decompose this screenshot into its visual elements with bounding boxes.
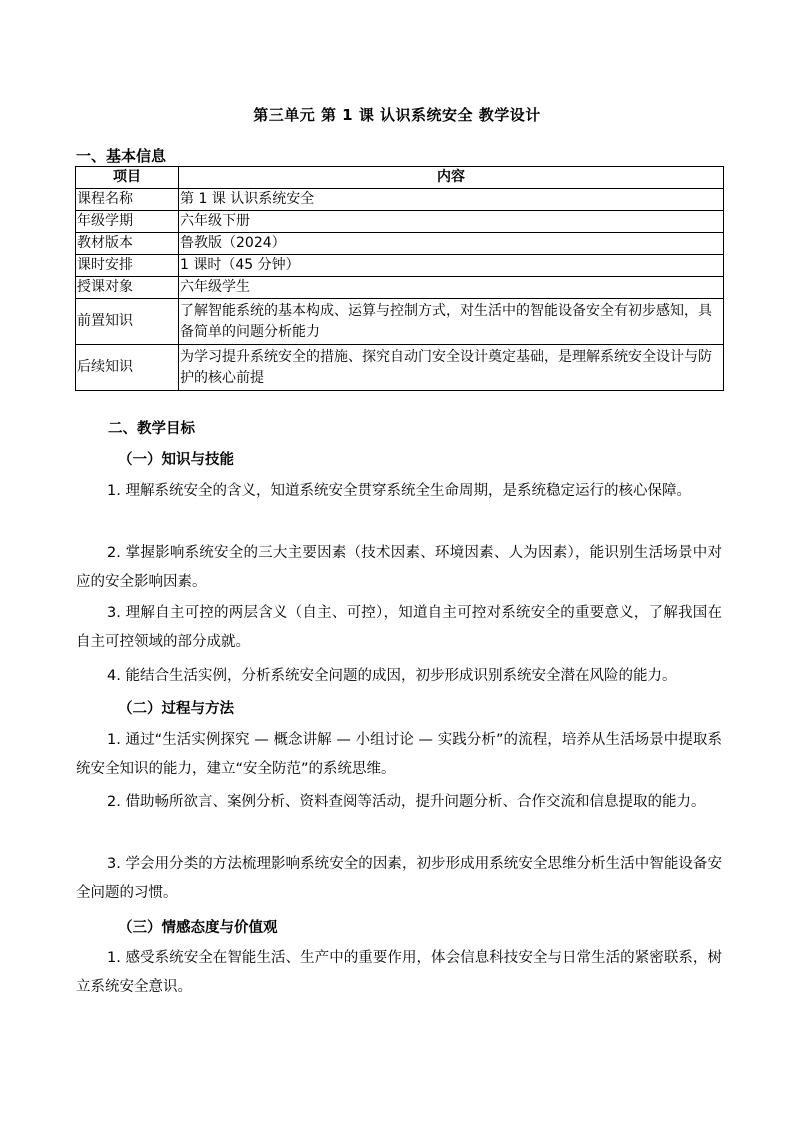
table-row: [76, 211, 724, 233]
subsection-knowledge-skills-heading: （一）知识与技能: [118, 452, 234, 468]
table-cell-key: 前置知识: [76, 299, 179, 345]
table-cell-value: 六年级学生: [179, 277, 724, 299]
table-row: [76, 277, 724, 299]
section-basic-info-heading: 一、基本信息: [76, 147, 167, 165]
table-row: [76, 299, 724, 345]
table-row: [76, 189, 724, 211]
table-row: [76, 255, 724, 277]
table-cell-value: 为学习提升系统安全的措施、探究自动门安全设计奠定基础，是理解系统安全设计与防护的核心前提: [179, 345, 724, 391]
paragraph: 4. 能结合生活实例，分析系统安全问题的成因，初步形成识别系统安全潜在风险的能力。: [107, 668, 677, 684]
table-cell-value: 了解智能系统的基本构成、运算与控制方式，对生活中的智能设备安全有初步感知，具备简单的问题分析能力: [179, 299, 724, 345]
paragraph: 1. 通过“生活实例探究 — 概念讲解 — 小组讨论 — 实践分析”的流程，培养从生活场景中提取系统安全知识的能力，建立“安全防范”的系统思维。: [76, 732, 722, 777]
table-cell-key: 课时安排: [76, 255, 179, 277]
table-cell-value: 六年级下册: [179, 211, 724, 233]
table-cell-value: 1 课时（45 分钟）: [179, 255, 724, 277]
table-cell-value: 鲁教版（2024）: [179, 233, 724, 255]
section-teaching-goals-heading: 二、教学目标: [108, 421, 195, 437]
table-row: [76, 233, 724, 255]
paragraph: 2. 借助畅所欲言、案例分析、资料查阅等活动，提升问题分析、合作交流和信息提取的能力。: [107, 794, 706, 810]
table-header-item: 项目: [76, 167, 179, 189]
paragraph: 3. 学会用分类的方法梳理影响系统安全的因素，初步形成用系统安全思维分析生活中智能设备安全问题的习惯。: [76, 856, 722, 901]
table-header-content: 内容: [179, 167, 724, 189]
table-row: [76, 345, 724, 391]
subsection-process-methods-heading: （二）过程与方法: [118, 701, 234, 717]
paragraph: 1. 感受系统安全在智能生活、生产中的重要作用，体会信息科技安全与日常生活的紧密联系，树立系统安全意识。: [76, 950, 722, 995]
paragraph: 3. 理解自主可控的两层含义（自主、可控），知道自主可控对系统安全的重要意义，了解我国在自主可控领域的部分成就。: [76, 605, 722, 650]
table-cell-value: 第 1 课 认识系统安全: [179, 189, 724, 211]
table-cell-key: 后续知识: [76, 345, 179, 391]
table-header-row: [76, 167, 724, 189]
subsection-attitudes-values-heading: （三）情感态度与价值观: [118, 920, 278, 936]
table-cell-key: 教材版本: [76, 233, 179, 255]
table-cell-key: 年级学期: [76, 211, 179, 233]
paragraph: 1. 理解系统安全的含义，知道系统安全贯穿系统全生命周期，是系统稳定运行的核心保障。: [107, 483, 691, 499]
table-cell-key: 授课对象: [76, 277, 179, 299]
basic-info-table: [75, 166, 724, 391]
document-title: 第三单元 第 1 课 认识系统安全 教学设计: [253, 106, 541, 124]
paragraph: 2. 掌握影响系统安全的三大主要因素（技术因素、环境因素、人为因素），能识别生活场景中对应的安全影响因素。: [76, 545, 722, 590]
table-cell-key: 课程名称: [76, 189, 179, 211]
